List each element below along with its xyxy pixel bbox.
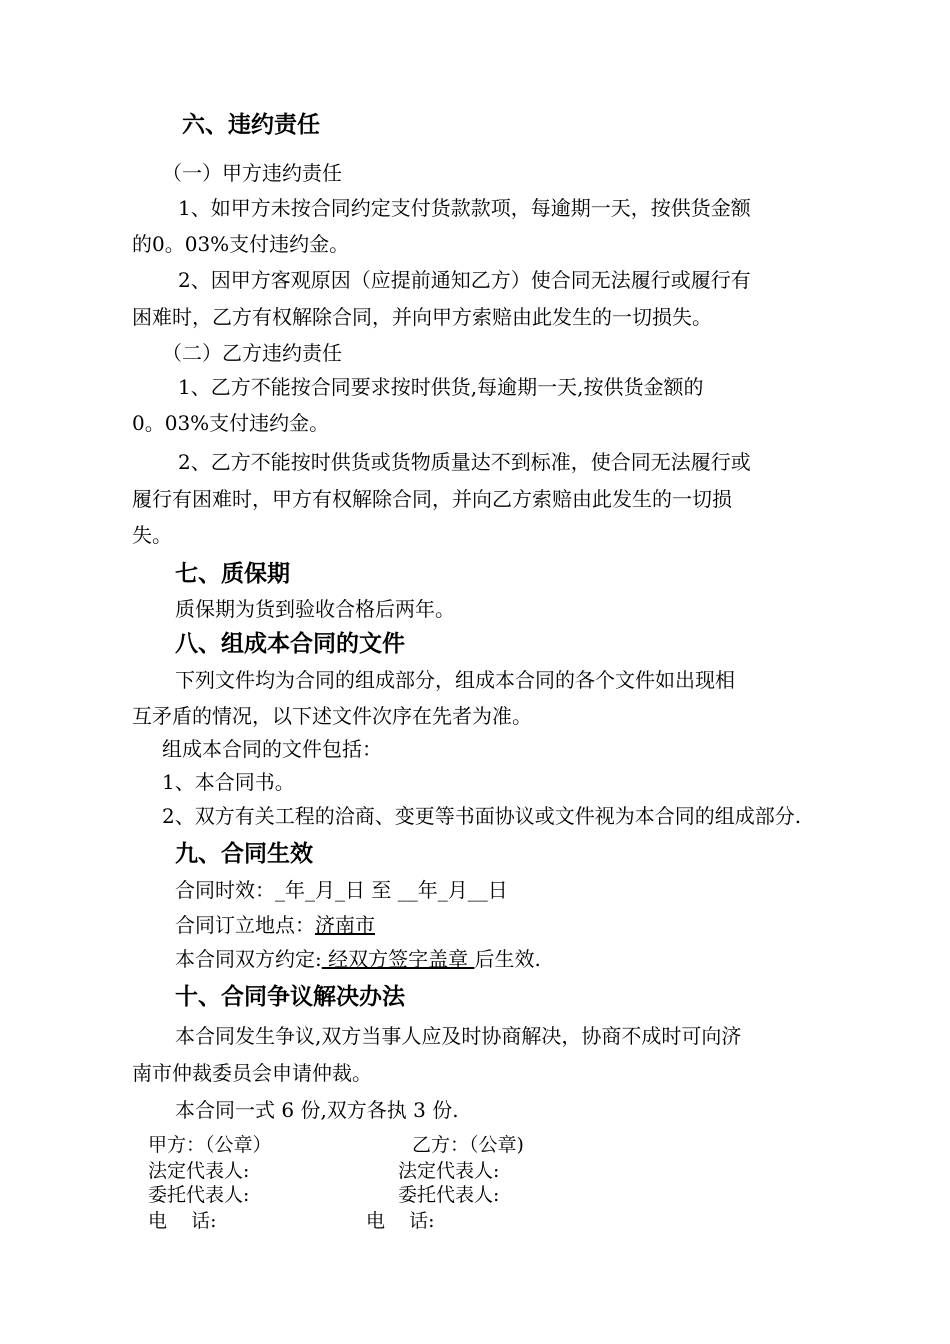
signature-party-b: 乙方：（公章) [412,1134,524,1156]
section6-a1-line2: 的0。03%支付违约金。 [132,232,350,256]
section9-heading: 九、合同生效 [175,841,313,867]
section6-b2-line2: 履行有困难时，甲方有权解除合同，并向乙方索赔由此发生的一切损 [132,487,732,511]
place-label: 合同订立地点： [175,913,315,937]
section6-a2-line2: 困难时，乙方有权解除合同，并向甲方索赔由此发生的一切损失。 [132,305,712,329]
section9-validity [175,878,508,902]
section10-line1: 本合同发生争议,双方当事人应及时协商解决，协商不成时可向济 [175,1024,742,1048]
section6-party-a-title: （一）甲方违约责任 [162,161,342,185]
section9-place [175,913,375,937]
agreement-label: 本合同双方约定: [175,947,322,971]
section6-heading: 六、违约责任 [182,112,320,138]
section6-b1-line2: 0。03%支付违约金。 [132,411,330,435]
section8-line1: 下列文件均为合同的组成部分，组成本合同的各个文件如出现相 [175,668,735,692]
validity-label: 合同时效： [175,878,275,902]
section7-text: 质保期为货到验收合格后两年。 [175,597,455,621]
section6-a2-line1: 2、因甲方客观原因（应提前通知乙方）使合同无法履行或履行有 [178,268,751,292]
signature-legal-rep-b: 法定代表人: [398,1160,500,1182]
section7-heading: 七、质保期 [175,561,290,587]
agreement-value: 经双方签字盖章 [321,947,475,971]
validity-value: _年_月_日 至 __年_月__日 [275,878,508,902]
section6-b2-line1: 2、乙方不能按时供货或货物质量达不到标准，使合同无法履行或 [178,450,751,474]
section8-item2: 2、双方有关工程的洽商、变更等书面协议或文件视为本合同的组成部分. [162,804,802,828]
section6-b2-line3: 失。 [132,523,172,547]
signature-party-a: 甲方：（公章） [148,1134,272,1156]
section8-line2: 互矛盾的情况，以下述文件次序在先者为准。 [132,704,532,728]
section9-agreement [175,947,541,971]
section10-line2: 南市仲裁委员会申请仲裁。 [132,1061,372,1085]
section8-line3: 组成本合同的文件包括： [162,737,382,761]
section6-b1-line1: 1、乙方不能按合同要求按时供货,每逾期一天,按供货金额的 [178,375,704,399]
agreement-suffix: 后生效. [474,947,541,971]
section8-heading: 八、组成本合同的文件 [175,631,405,657]
signature-agent-a: 委托代表人: [148,1184,250,1206]
section6-a1-line1: 1、如甲方未按合同约定支付货款款项，每逾期一天，按供货金额 [178,196,751,220]
signature-agent-b: 委托代表人: [398,1184,500,1206]
place-value: 济南市 [315,913,375,937]
section10-heading: 十、合同争议解决办法 [175,984,405,1010]
section6-party-b-title: （二）乙方违约责任 [162,341,342,365]
signature-phone-a: 电 话: [148,1210,217,1232]
section8-item1: 1、本合同书。 [162,770,295,794]
signature-legal-rep-a: 法定代表人: [148,1160,250,1182]
section10-line3: 本合同一式 6 份,双方各执 3 份. [175,1098,459,1122]
signature-phone-b: 电 话: [366,1210,435,1232]
